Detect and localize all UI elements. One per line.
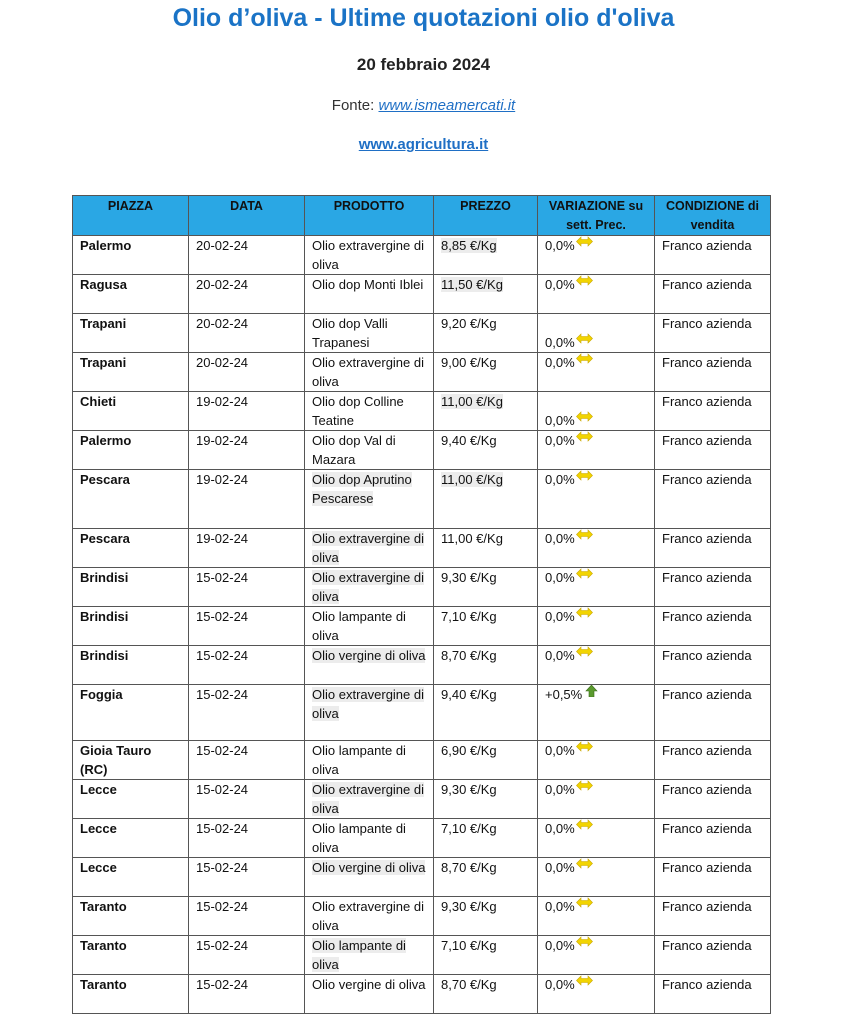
source-link[interactable]: www.ismeamercati.it (378, 97, 516, 114)
cell-condizione-text: Franco azienda (662, 609, 752, 624)
cell-prodotto (305, 431, 434, 470)
page-title: Olio d’oliva - Ultime quotazioni olio d'oliva (172, 4, 675, 32)
cell-prezzo-text: 9,30 €/Kg (441, 782, 497, 797)
cell-condizione (655, 353, 771, 392)
arrow-left-right-icon (576, 275, 593, 286)
cell-condizione-text: Franco azienda (662, 394, 752, 409)
cell-prezzo (434, 314, 538, 353)
arrow-left-right-icon (576, 975, 593, 986)
cell-piazza-text: Pescara (80, 472, 130, 487)
cell-piazza (73, 470, 189, 529)
header-data: DATA (189, 196, 305, 236)
cell-data (189, 819, 305, 858)
cell-piazza-text: Chieti (80, 394, 117, 409)
arrow-left-right-icon (576, 411, 593, 422)
cell-condizione-text: Franco azienda (662, 355, 752, 370)
cell-data (189, 529, 305, 568)
cell-prodotto (305, 607, 434, 646)
cell-condizione (655, 685, 771, 741)
cell-piazza-text: Brindisi (80, 609, 129, 624)
cell-variazione (538, 607, 655, 646)
quotes-table (72, 195, 771, 1014)
cell-prezzo-text: 9,30 €/Kg (441, 570, 497, 585)
cell-data-text: 15-02-24 (196, 570, 249, 585)
cell-condizione-text: Franco azienda (662, 316, 752, 331)
cell-data-text: 15-02-24 (196, 687, 249, 702)
cell-condizione-text: Franco azienda (662, 531, 752, 546)
cell-data (189, 392, 305, 431)
cell-prezzo-text: 11,00 €/Kg (441, 472, 503, 487)
site-link[interactable]: www.agricultura.it (358, 136, 489, 153)
cell-data (189, 780, 305, 819)
cell-condizione-text: Franco azienda (662, 472, 752, 487)
table-header-row (73, 196, 771, 236)
cell-piazza-text: Foggia (80, 687, 123, 702)
cell-variazione-text: 0,0% (545, 648, 575, 663)
cell-variazione-text: 0,0% (545, 782, 575, 797)
cell-piazza (73, 741, 189, 780)
cell-data-text: 15-02-24 (196, 899, 249, 914)
cell-prezzo-text: 8,70 €/Kg (441, 860, 497, 875)
cell-variazione-text: 0,0% (545, 743, 575, 758)
arrow-left-right-icon (576, 353, 593, 364)
cell-prodotto (305, 314, 434, 353)
cell-prodotto-text: Olio vergine di oliva (312, 860, 426, 875)
cell-prodotto-text: Olio dop Monti Iblei (312, 277, 424, 292)
cell-piazza (73, 897, 189, 936)
cell-prodotto (305, 568, 434, 607)
table-row (73, 936, 771, 975)
cell-piazza-text: Gioia Tauro (RC) (80, 743, 152, 777)
cell-condizione (655, 975, 771, 1014)
cell-prezzo-text: 9,00 €/Kg (441, 355, 497, 370)
cell-variazione-text: 0,0% (545, 860, 575, 875)
cell-prodotto (305, 936, 434, 975)
cell-prodotto-text: Olio lampante di oliva (312, 743, 406, 777)
cell-piazza-text: Taranto (80, 899, 127, 914)
table-row (73, 897, 771, 936)
cell-variazione (538, 529, 655, 568)
cell-data-text: 19-02-24 (196, 433, 249, 448)
cell-prezzo (434, 858, 538, 897)
cell-prezzo (434, 431, 538, 470)
cell-prezzo-text: 9,30 €/Kg (441, 899, 497, 914)
cell-data-text: 20-02-24 (196, 277, 249, 292)
cell-data (189, 431, 305, 470)
cell-prodotto (305, 392, 434, 431)
cell-prodotto-text: Olio extravergine di oliva (312, 531, 424, 565)
cell-piazza-text: Lecce (80, 821, 117, 836)
cell-data-text: 15-02-24 (196, 860, 249, 875)
cell-prezzo (434, 975, 538, 1014)
cell-piazza-text: Taranto (80, 938, 127, 953)
cell-prodotto-text: Olio extravergine di oliva (312, 238, 424, 272)
cell-data-text: 15-02-24 (196, 782, 249, 797)
table-row (73, 819, 771, 858)
cell-piazza-text: Pescara (80, 531, 130, 546)
cell-piazza-text: Lecce (80, 860, 117, 875)
cell-prodotto (305, 741, 434, 780)
cell-prodotto (305, 780, 434, 819)
header-prodotto: PRODOTTO (305, 196, 434, 236)
cell-prezzo-text: 6,90 €/Kg (441, 743, 497, 758)
table-row (73, 275, 771, 314)
cell-condizione (655, 858, 771, 897)
cell-prodotto (305, 236, 434, 275)
cell-piazza (73, 858, 189, 897)
cell-condizione (655, 780, 771, 819)
cell-variazione (538, 685, 655, 741)
table-row (73, 607, 771, 646)
arrow-left-right-icon (576, 529, 593, 540)
cell-data (189, 897, 305, 936)
cell-condizione (655, 897, 771, 936)
cell-prezzo (434, 236, 538, 275)
cell-variazione-text: 0,0% (545, 977, 575, 992)
cell-prezzo (434, 392, 538, 431)
cell-condizione (655, 568, 771, 607)
cell-prodotto-text: Olio extravergine di oliva (312, 570, 424, 604)
cell-data-text: 20-02-24 (196, 355, 249, 370)
cell-prodotto-text: Olio vergine di oliva (312, 648, 426, 663)
cell-prodotto (305, 819, 434, 858)
cell-data-text: 19-02-24 (196, 472, 249, 487)
cell-condizione (655, 646, 771, 685)
cell-prezzo-text: 8,70 €/Kg (441, 977, 497, 992)
arrow-left-right-icon (576, 236, 593, 247)
cell-prodotto (305, 646, 434, 685)
cell-condizione (655, 607, 771, 646)
cell-data-text: 15-02-24 (196, 938, 249, 953)
table-row (73, 353, 771, 392)
cell-prezzo-text: 11,00 €/Kg (441, 531, 503, 546)
cell-data-text: 20-02-24 (196, 316, 249, 331)
cell-piazza (73, 275, 189, 314)
cell-prodotto-text: Olio extravergine di oliva (312, 355, 424, 389)
cell-variazione-text: 0,0% (545, 277, 575, 292)
cell-prodotto (305, 975, 434, 1014)
cell-variazione (538, 819, 655, 858)
cell-piazza-text: Palermo (80, 433, 132, 448)
cell-condizione (655, 314, 771, 353)
cell-piazza-text: Brindisi (80, 648, 129, 663)
cell-variazione (538, 780, 655, 819)
cell-prezzo-text: 9,40 €/Kg (441, 687, 497, 702)
cell-data-text: 19-02-24 (196, 531, 249, 546)
cell-data (189, 685, 305, 741)
cell-variazione (538, 470, 655, 529)
cell-variazione-text: 0,0% (545, 570, 575, 585)
cell-piazza (73, 236, 189, 275)
cell-piazza-text: Lecce (80, 782, 117, 797)
cell-variazione-text: 0,0% (545, 238, 575, 253)
cell-data (189, 470, 305, 529)
table-row (73, 392, 771, 431)
table-row (73, 780, 771, 819)
cell-variazione (538, 275, 655, 314)
cell-prodotto (305, 685, 434, 741)
cell-piazza (73, 936, 189, 975)
arrow-left-right-icon (576, 607, 593, 618)
cell-condizione-text: Franco azienda (662, 570, 752, 585)
cell-data (189, 353, 305, 392)
cell-condizione-text: Franco azienda (662, 238, 752, 253)
cell-piazza (73, 607, 189, 646)
cell-condizione (655, 275, 771, 314)
header-prezzo: PREZZO (434, 196, 538, 236)
cell-variazione (538, 936, 655, 975)
cell-piazza-text: Ragusa (80, 277, 127, 292)
cell-data-text: 19-02-24 (196, 394, 249, 409)
cell-variazione (538, 741, 655, 780)
arrow-left-right-icon (576, 819, 593, 830)
cell-piazza (73, 780, 189, 819)
cell-prezzo (434, 607, 538, 646)
cell-prodotto-text: Olio extravergine di oliva (312, 782, 424, 816)
cell-variazione-text: 0,0% (545, 433, 575, 448)
cell-prezzo (434, 275, 538, 314)
header-piazza: PIAZZA (73, 196, 189, 236)
cell-prodotto-text: Olio lampante di oliva (312, 609, 406, 643)
cell-variazione-text: 0,0% (545, 531, 575, 546)
cell-prezzo-text: 8,85 €/Kg (441, 238, 497, 253)
cell-condizione-text: Franco azienda (662, 938, 752, 953)
arrow-left-right-icon (576, 431, 593, 442)
header-condizione: CONDIZIONE di vendita (655, 196, 771, 236)
cell-variazione (538, 646, 655, 685)
cell-variazione-text: +0,5% (545, 687, 583, 702)
cell-prezzo-text: 9,20 €/Kg (441, 316, 497, 331)
cell-piazza (73, 568, 189, 607)
cell-prezzo (434, 646, 538, 685)
cell-data (189, 314, 305, 353)
table-row (73, 236, 771, 275)
cell-data-text: 15-02-24 (196, 743, 249, 758)
cell-condizione-text: Franco azienda (662, 899, 752, 914)
cell-variazione (538, 392, 655, 431)
cell-variazione-text: 0,0% (545, 938, 575, 953)
cell-condizione (655, 936, 771, 975)
cell-piazza (73, 529, 189, 568)
table-row (73, 529, 771, 568)
cell-variazione-text: 0,0% (545, 899, 575, 914)
cell-prodotto-text: Olio lampante di oliva (312, 938, 406, 972)
cell-data (189, 275, 305, 314)
cell-prodotto-text: Olio vergine di oliva (312, 977, 426, 992)
cell-prezzo-text: 7,10 €/Kg (441, 938, 497, 953)
table-row (73, 568, 771, 607)
arrow-left-right-icon (576, 858, 593, 869)
cell-prodotto-text: Olio dop Val di Mazara (312, 433, 396, 467)
cell-condizione-text: Franco azienda (662, 860, 752, 875)
table-row (73, 431, 771, 470)
cell-condizione (655, 819, 771, 858)
cell-prodotto (305, 529, 434, 568)
cell-prezzo-text: 11,50 €/Kg (441, 277, 503, 292)
arrow-left-right-icon (576, 568, 593, 579)
cell-piazza-text: Brindisi (80, 570, 129, 585)
cell-variazione (538, 568, 655, 607)
cell-data (189, 936, 305, 975)
cell-piazza (73, 431, 189, 470)
cell-prodotto (305, 275, 434, 314)
cell-variazione (538, 236, 655, 275)
cell-data (189, 858, 305, 897)
table-row (73, 470, 771, 529)
arrow-left-right-icon (576, 741, 593, 752)
cell-piazza (73, 646, 189, 685)
site-line (0, 136, 847, 153)
cell-variazione (538, 431, 655, 470)
cell-condizione-text: Franco azienda (662, 433, 752, 448)
cell-data (189, 568, 305, 607)
table-body (73, 236, 771, 1014)
cell-prezzo (434, 568, 538, 607)
cell-piazza-text: Taranto (80, 977, 127, 992)
cell-condizione (655, 392, 771, 431)
cell-condizione (655, 529, 771, 568)
arrow-up-icon (583, 685, 600, 696)
table-row (73, 646, 771, 685)
cell-data-text: 15-02-24 (196, 821, 249, 836)
cell-condizione-text: Franco azienda (662, 743, 752, 758)
cell-piazza (73, 685, 189, 741)
cell-prezzo-text: 9,40 €/Kg (441, 433, 497, 448)
cell-prodotto-text: Olio dop Valli Trapanesi (312, 316, 388, 350)
cell-prezzo (434, 685, 538, 741)
cell-variazione-text: 0,0% (545, 472, 575, 487)
cell-condizione-text: Franco azienda (662, 821, 752, 836)
cell-prezzo-text: 11,00 €/Kg (441, 394, 503, 409)
cell-variazione (538, 858, 655, 897)
cell-condizione (655, 236, 771, 275)
cell-variazione (538, 897, 655, 936)
cell-data (189, 741, 305, 780)
cell-prezzo (434, 936, 538, 975)
cell-prezzo-text: 7,10 €/Kg (441, 821, 497, 836)
arrow-left-right-icon (576, 936, 593, 947)
cell-piazza (73, 314, 189, 353)
cell-prodotto-text: Olio extravergine di oliva (312, 899, 424, 933)
cell-condizione (655, 741, 771, 780)
cell-data (189, 646, 305, 685)
cell-prezzo-text: 8,70 €/Kg (441, 648, 497, 663)
cell-data-text: 15-02-24 (196, 648, 249, 663)
cell-condizione (655, 431, 771, 470)
cell-prodotto-text: Olio dop Aprutino Pescarese (312, 472, 412, 506)
cell-piazza-text: Trapani (80, 355, 127, 370)
table-row (73, 314, 771, 353)
cell-condizione (655, 470, 771, 529)
arrow-left-right-icon (576, 897, 593, 908)
cell-piazza-text: Trapani (80, 316, 127, 331)
cell-prodotto (305, 858, 434, 897)
cell-piazza (73, 353, 189, 392)
cell-prezzo (434, 897, 538, 936)
cell-prodotto (305, 897, 434, 936)
cell-prezzo (434, 741, 538, 780)
arrow-left-right-icon (576, 333, 593, 344)
header-variazione: VARIAZIONE su sett. Prec. (538, 196, 655, 236)
cell-variazione-text: 0,0% (545, 821, 575, 836)
cell-variazione-text: 0,0% (545, 355, 575, 370)
table-row (73, 685, 771, 741)
cell-condizione-text: Franco azienda (662, 977, 752, 992)
cell-prodotto-text: Olio extravergine di oliva (312, 687, 424, 721)
cell-data (189, 236, 305, 275)
source-line (0, 97, 847, 114)
table-row (73, 975, 771, 1014)
cell-variazione-text: 0,0% (545, 609, 575, 624)
cell-variazione-text: 0,0% (545, 413, 575, 428)
cell-variazione-text: 0,0% (545, 335, 575, 350)
cell-data-text: 15-02-24 (196, 609, 249, 624)
cell-prezzo (434, 819, 538, 858)
table-row (73, 741, 771, 780)
cell-prezzo (434, 529, 538, 568)
cell-condizione-text: Franco azienda (662, 277, 752, 292)
cell-variazione (538, 975, 655, 1014)
cell-data (189, 975, 305, 1014)
cell-data-text: 20-02-24 (196, 238, 249, 253)
table-row (73, 858, 771, 897)
cell-variazione (538, 314, 655, 353)
cell-prezzo (434, 780, 538, 819)
cell-data-text: 15-02-24 (196, 977, 249, 992)
cell-prodotto-text: Olio dop Colline Teatine (312, 394, 404, 428)
cell-variazione (538, 353, 655, 392)
cell-prezzo (434, 353, 538, 392)
cell-prezzo-text: 7,10 €/Kg (441, 609, 497, 624)
cell-prodotto (305, 353, 434, 392)
cell-prodotto (305, 470, 434, 529)
arrow-left-right-icon (576, 780, 593, 791)
arrow-left-right-icon (576, 646, 593, 657)
report-date: 20 febbraio 2024 (356, 55, 491, 74)
cell-piazza (73, 975, 189, 1014)
cell-prodotto-text: Olio lampante di oliva (312, 821, 406, 855)
cell-condizione-text: Franco azienda (662, 687, 752, 702)
source-label: Fonte: (331, 97, 379, 114)
cell-prezzo (434, 470, 538, 529)
cell-condizione-text: Franco azienda (662, 782, 752, 797)
cell-piazza (73, 392, 189, 431)
cell-piazza (73, 819, 189, 858)
cell-condizione-text: Franco azienda (662, 648, 752, 663)
arrow-left-right-icon (576, 470, 593, 481)
cell-piazza-text: Palermo (80, 238, 132, 253)
cell-data (189, 607, 305, 646)
